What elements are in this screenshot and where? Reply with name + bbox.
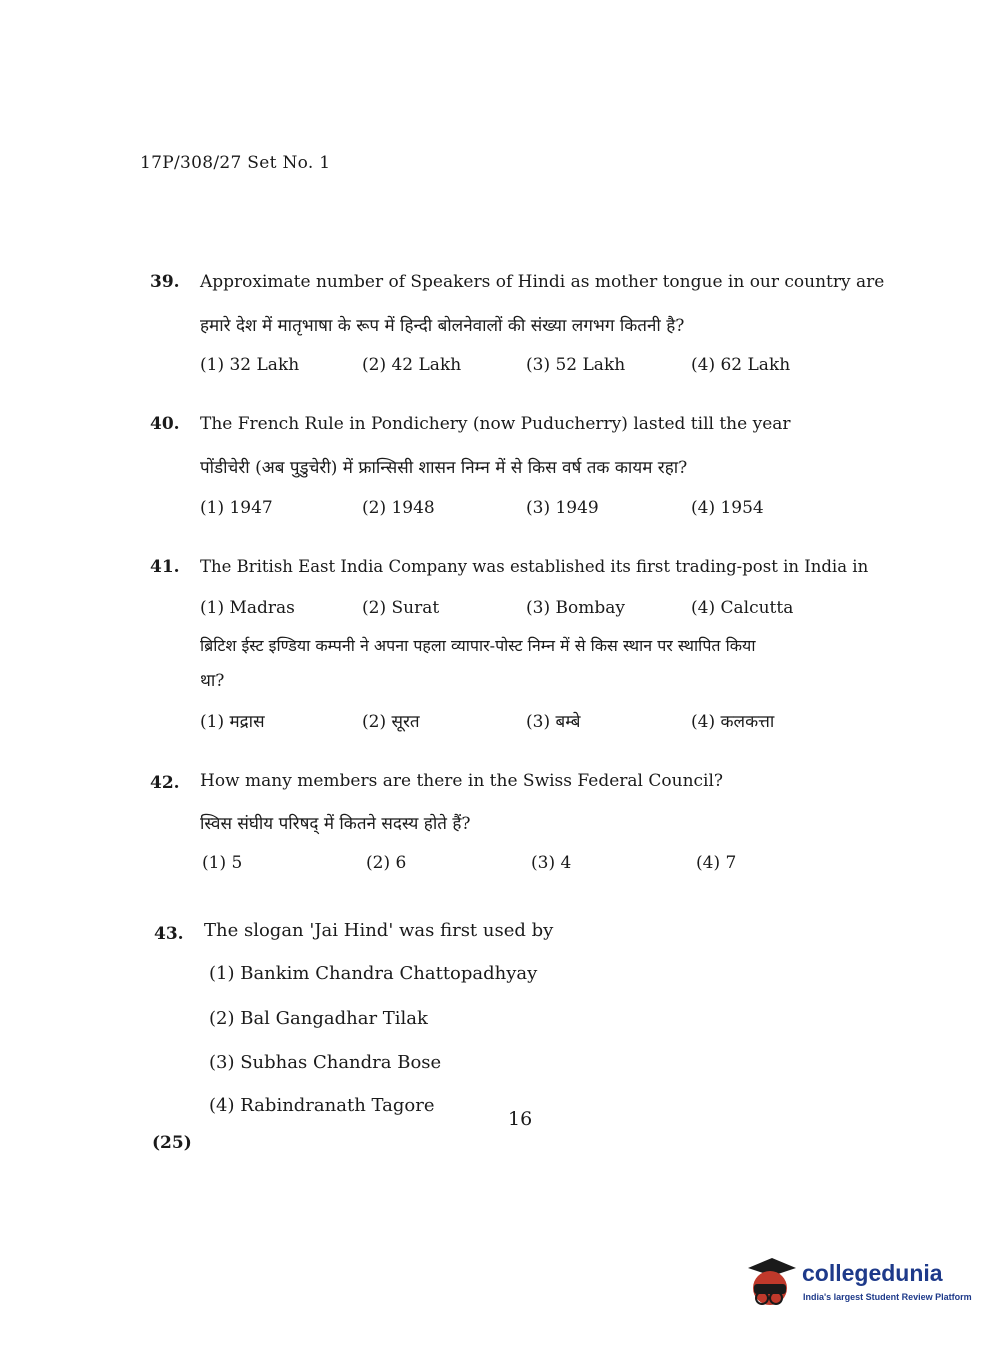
option-4: (4) 62 Lakh: [691, 355, 791, 375]
option-1: (1) 5: [202, 853, 243, 873]
option-3: (3) Subhas Chandra Bose: [209, 1052, 442, 1073]
option-2: (2) 6: [366, 853, 407, 873]
question-text-hi-line1: ब्रिटिश ईस्ट इण्डिया कम्पनी ने अपना पहला व्यापार-पोस्ट निम्न में से किस स्थान पर स्थापित किया: [200, 636, 756, 655]
option-4: (4) Calcutta: [691, 598, 794, 618]
option-2: (2) Bal Gangadhar Tilak: [209, 1008, 428, 1029]
option-1: (1) 32 Lakh: [200, 355, 300, 375]
question-text-hi: स्विस संघीय परिषद् में कितने सदस्य होते हैं?: [200, 814, 471, 834]
question-text-en: The British East India Company was established its first trading-post in India in: [200, 557, 869, 576]
question-text-en: The French Rule in Pondichery (now Puducherry) lasted till the year: [200, 414, 791, 434]
option-3: (3) 4: [531, 853, 572, 873]
option-4-hi: (4) कलकत्ता: [691, 712, 775, 732]
page-code: (25): [152, 1133, 192, 1153]
option-4: (4) Rabindranath Tagore: [209, 1095, 435, 1116]
option-2-hi: (2) सूरत: [362, 712, 420, 732]
option-3: (3) 1949: [526, 498, 599, 518]
page-number: 16: [508, 1108, 533, 1130]
question-text-hi: हमारे देश में मातृभाषा के रूप में हिन्दी बोलनेवालों की संख्या लगभग कितनी है?: [200, 316, 685, 336]
question-number: 39.: [150, 272, 180, 292]
logo-name: collegedunia: [802, 1260, 943, 1286]
option-4: (4) 1954: [691, 498, 764, 518]
set-code: 17P/308/27 Set No. 1: [140, 153, 331, 173]
question-text-en: Approximate number of Speakers of Hindi as mother tongue in our country are: [200, 272, 885, 292]
option-4: (4) 7: [696, 853, 737, 873]
option-1: (1) 1947: [200, 498, 273, 518]
question-text-en: The slogan 'Jai Hind' was first used by: [204, 920, 554, 941]
option-2: (2) Surat: [362, 598, 440, 618]
option-2: (2) 1948: [362, 498, 435, 518]
question-number: 43.: [154, 924, 184, 944]
option-1: (1) Bankim Chandra Chattopadhyay: [209, 963, 538, 984]
mascot-icon: [742, 1254, 800, 1312]
question-number: 42.: [150, 773, 180, 793]
option-2: (2) 42 Lakh: [362, 355, 462, 375]
logo-tagline: India's largest Student Review Platform: [803, 1292, 972, 1302]
question-text-hi: पोंडीचेरी (अब पुडुचेरी) में फ्रान्सिसी शासन निम्न में से किस वर्ष तक कायम रहा?: [200, 458, 688, 478]
option-1-hi: (1) मद्रास: [200, 712, 265, 732]
question-number: 41.: [150, 557, 180, 577]
watermark-logo: [742, 1254, 972, 1314]
option-3: (3) 52 Lakh: [526, 355, 626, 375]
option-1: (1) Madras: [200, 598, 295, 618]
option-3-hi: (3) बम्बे: [526, 712, 581, 732]
question-text-en: How many members are there in the Swiss Federal Council?: [200, 771, 724, 791]
question-number: 40.: [150, 414, 180, 434]
question-text-hi-line2: था?: [200, 671, 225, 691]
option-3: (3) Bombay: [526, 598, 625, 618]
